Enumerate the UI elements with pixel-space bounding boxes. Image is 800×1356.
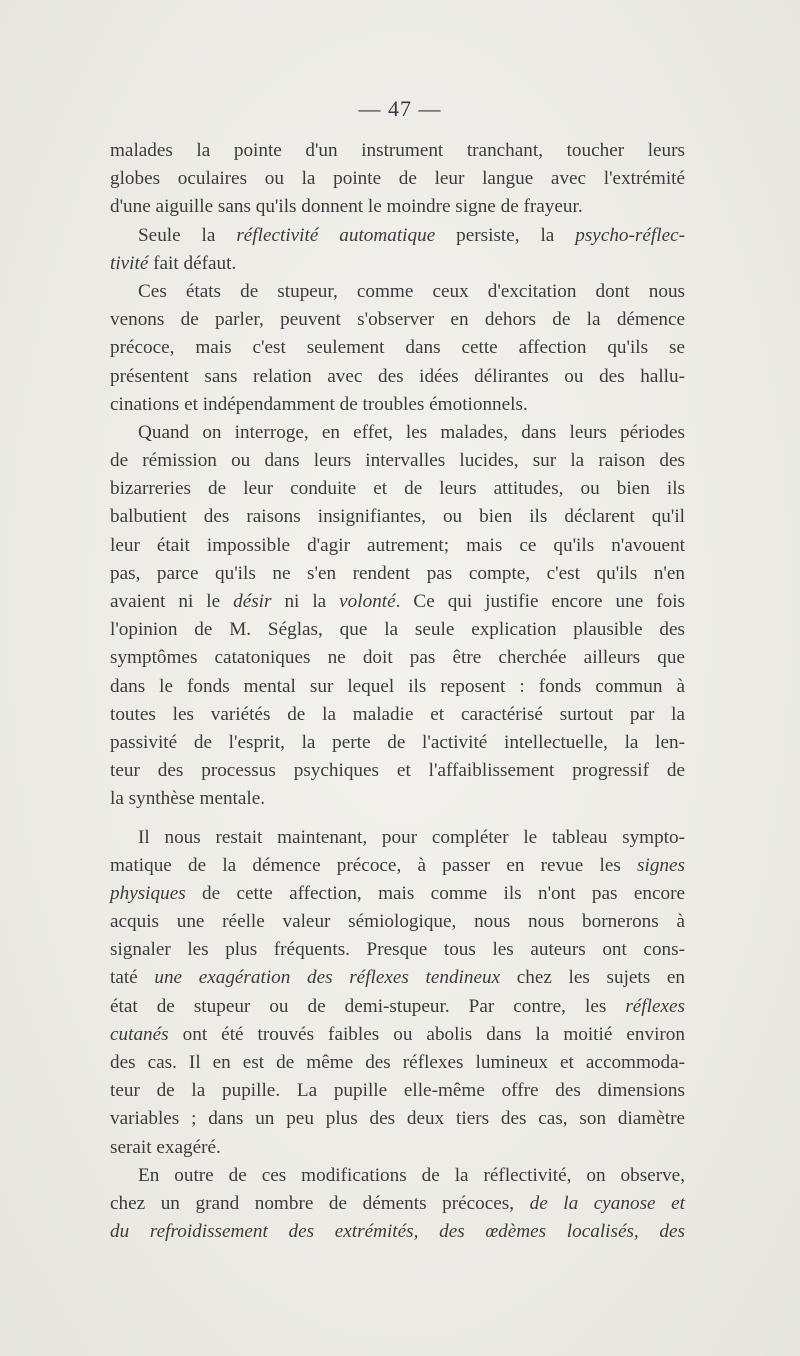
text-line [110,1162,685,1190]
text-line [110,250,685,278]
text-run: cinations et indépendamment de troubles émotionnels. [110,393,528,415]
text-line [110,729,685,757]
text-line [110,391,685,419]
text-line [110,1134,685,1162]
text-line [110,503,685,531]
text-run: Quand on interroge, en effet, les malades, dans leurs périodes [138,421,685,443]
text-run: Il nous restait maintenant, pour compléter le tableau sympto- [138,826,685,848]
text-line [110,993,685,1021]
text-run: . Ce qui justifie encore une fois [395,591,685,612]
text-line [110,222,685,250]
text-run: variables ; dans un peu plus des deux tiers des cas, son diamètre [110,1108,685,1130]
text-line [110,1218,685,1246]
text-run: balbutient des raisons insignifiantes, ou bien ils déclarent qu'il [110,506,685,528]
text-line [110,616,685,644]
text-run: pas, parce qu'ils ne s'en rendent pas compte, c'est qu'ils n'en [110,562,685,584]
text-run: fait défaut. [148,252,237,274]
paragraph [110,137,685,222]
text-line [110,701,685,729]
text-run: passivité de l'esprit, la perte de l'activité intellectuelle, la len- [110,731,685,753]
text-run: teur des processus psychiques et l'affaiblissement progressif de [110,760,685,782]
text-line [110,278,685,306]
text-run: de rémission ou dans leurs intervalles lucides, sur la raison des [110,450,685,472]
italic-text: désir [233,591,272,612]
text-line [110,588,685,616]
italic-text: une exagération des réflexes tendineux [154,967,501,989]
italic-text: volonté [339,591,396,612]
text-run: persiste, la [435,224,576,246]
text-run: ont été trouvés faibles ou abolis dans la moitié environ [168,1023,685,1045]
text-line [110,908,685,936]
text-run: ni la [271,591,340,612]
text-line [110,475,685,503]
text-line [110,306,685,334]
italic-text: tivité [110,252,149,274]
text-line [110,852,685,880]
text-run: teur de la pupille. La pupille elle-même offre des dimensions [110,1080,685,1102]
italic-text: signes [637,854,685,876]
text-run: matique de la démence précoce, à passer en revue les [110,854,638,876]
text-line [110,447,685,475]
text-run: leur était impossible d'agir autrement; mais ce qu'ils n'avouent [110,534,685,556]
text-run: Seule la [138,224,237,246]
text-run: taté [110,967,155,989]
text-line [110,1105,685,1133]
text-run: l'opinion de M. Séglas, que la seule explication plausible des [110,619,685,641]
text-run: globes oculaires ou la pointe de leur langue avec l'extrémité [110,168,685,190]
text-line [110,363,685,391]
text-run: acquis une réelle valeur sémiologique, nous nous bornerons à [110,911,685,933]
text-line [110,936,685,964]
text-line [110,334,685,362]
text-run: chez les sujets en [500,967,685,989]
text-run: de cette affection, mais comme ils n'ont pas encore [185,882,685,904]
body-text [110,137,685,1246]
text-run: symptômes catatoniques ne doit pas être cherchée ailleurs que [110,647,685,669]
text-line [110,1021,685,1049]
text-line [110,560,685,588]
text-run: serait exagéré. [110,1136,221,1158]
paragraph [110,278,685,419]
paragraph [110,824,685,1162]
italic-text: cutanés [110,1023,169,1045]
text-line [110,532,685,560]
text-run: venons de parler, peuvent s'observer en dehors de la démence [110,309,685,331]
italic-text: physiques [110,882,186,904]
text-run: Ces états de stupeur, comme ceux d'excitation dont nous [138,280,685,302]
text-run: En outre de ces modifications de la réflectivité, on observe, [138,1164,685,1186]
text-line [110,1077,685,1105]
italic-text: réflectivité automatique [236,224,436,246]
text-run: présentent sans relation avec des idées délirantes ou des hallu- [110,365,685,387]
text-line [110,964,685,992]
paragraph [110,222,685,278]
text-run: malades la pointe d'un instrument tranchant, toucher leurs [110,140,685,161]
text-line [110,419,685,447]
paragraph [110,419,685,814]
text-line [110,1190,685,1218]
italic-text: de la cyanose et [529,1192,685,1214]
text-line [110,785,685,813]
text-run: précoce, mais c'est seulement dans cette affection qu'ils se [110,337,685,359]
italic-text: psycho-réflec- [575,224,685,246]
page-number: — 47 — [358,96,442,121]
text-line [110,137,685,165]
text-run: état de stupeur ou de demi-stupeur. Par contre, les [110,995,626,1017]
text-line [110,1049,685,1077]
text-run: signaler les plus fréquents. Presque tous les auteurs ont cons- [110,939,685,961]
text-run: des cas. Il en est de même des réflexes lumineux et accommoda- [110,1052,685,1073]
text-run: bizarreries de leur conduite et de leurs attitudes, ou bien ils [110,478,685,500]
text-run: chez un grand nombre de déments précoces, [110,1192,530,1214]
text-run: la synthèse mentale. [110,788,266,810]
italic-text: du refroidissement des extrémités, des œdèmes localisés, des [110,1221,685,1243]
text-line [110,824,685,852]
text-run: avaient ni le [110,591,234,612]
italic-text: réflexes [625,995,685,1017]
text-line [110,193,685,221]
text-run: dans le fonds mental sur lequel ils reposent : fonds commun à [110,675,685,697]
text-run: d'une aiguille sans qu'ils donnent le moindre signe de frayeur. [110,196,583,218]
text-line [110,880,685,908]
text-run: toutes les variétés de la maladie et caractérisé surtout par la [110,703,685,725]
paragraph [110,1162,685,1247]
text-line [110,165,685,193]
text-line [110,757,685,785]
text-line [110,644,685,672]
text-line [110,673,685,701]
